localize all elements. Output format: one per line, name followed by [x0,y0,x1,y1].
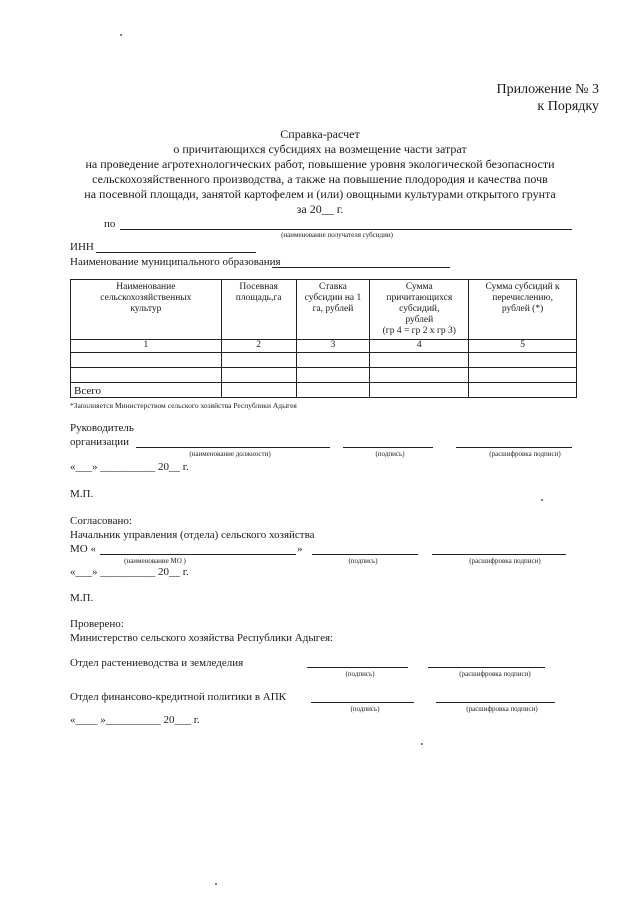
total-label: Всего [71,383,222,398]
recipient-field[interactable] [120,229,572,230]
appendix-title: Приложение № 3 [496,82,599,97]
caption-signature: (подпись) [345,670,375,678]
recipient-label: по [104,218,116,230]
scan-speck [541,499,543,501]
dept-crop-signature-field[interactable] [307,667,408,668]
subsidy-table [70,279,577,398]
table-footnote: *Заполняется Министерством сельского хозяйства Республики Адыгея [70,401,297,410]
ministry-label: Министерство сельского хозяйства Республики Адыгея: [70,632,334,644]
scan-speck [120,34,122,36]
caption-signature: (подпись) [350,705,380,713]
agreed-signature-field[interactable] [312,554,418,555]
agreed-chief-label: Начальник управления (отдела) сельского хозяйства [70,529,315,541]
agreed-decoding-field[interactable] [432,554,566,555]
header-due-sum: Сумма причитающихся субсидий, рублей (гр 4 = гр 2 х гр 3) [370,280,469,340]
stamp-label: М.П. [70,592,94,604]
agreed-date[interactable]: «___» __________ 20__ г. [70,566,189,578]
mo-open-label: МО « [70,543,96,555]
col-number: 2 [221,340,296,353]
checked-date[interactable]: «____ »__________ 20___ г. [70,714,200,726]
caption-decoding: (расшифровка подписи) [469,557,541,565]
doc-title: Справка-расчет [280,127,360,141]
head-label: Руководитель [70,422,134,434]
table-header-row [71,280,577,340]
head-date[interactable]: «___» __________ 20__ г. [70,461,189,473]
checked-label: Проверено: [70,618,124,630]
col-number: 5 [469,340,577,353]
header-rate: Ставка субсидии на 1 га, рублей [296,280,370,340]
header-area: Посевная площадь,га [221,280,296,340]
header-culture: Наименование сельскохозяйственных культур [71,280,222,340]
inn-field[interactable] [96,252,256,253]
stamp-label: М.П. [70,488,94,500]
doc-heading-period: за 20__ г. [296,202,344,216]
table-row[interactable] [71,368,577,383]
scan-speck [421,743,423,745]
caption-position: (наименование должности) [189,450,271,458]
col-number: 4 [370,340,469,353]
table-number-row [71,340,577,353]
caption-signature: (подпись) [348,557,378,565]
mo-name-field[interactable] [100,554,296,555]
mo-close-label: » [297,543,303,555]
dept-finance-decoding-field[interactable] [436,702,555,703]
caption-mo: (наименование МО ) [124,557,186,565]
organization-label: организации [70,436,130,448]
head-decoding-field[interactable] [456,447,572,448]
recipient-caption: (наименование получателя субсидии) [281,231,393,239]
inn-label: ИНН [70,241,94,253]
appendix-subtitle: к Порядку [537,99,599,114]
dept-crop-decoding-field[interactable] [428,667,545,668]
municipality-label: Наименование муниципального образования [70,256,281,268]
head-signature-field[interactable] [343,447,433,448]
dept-finance-signature-field[interactable] [311,702,414,703]
doc-heading-line2: о причитающихся субсидиях на возмещение части затрат [173,142,467,156]
dept-crop-label: Отдел растениеводства и земледелия [70,657,244,669]
col-number: 3 [296,340,370,353]
municipality-field[interactable] [272,267,450,268]
doc-heading-line5: на посевной площади, занятой картофелем и (или) овощными культурами открытого грунта [84,187,556,201]
col-number: 1 [71,340,222,353]
agreed-label: Согласовано: [70,515,132,527]
table-total-row[interactable] [71,383,577,398]
caption-signature: (подпись) [375,450,405,458]
caption-decoding: (расшифровка подписи) [466,705,538,713]
doc-heading-line4: сельскохозяйственного производства, а также на повышение плодородия и качества почв [92,172,548,186]
scan-speck [215,883,217,885]
header-transfer-sum: Сумма субсидий к перечислению, рублей (*) [469,280,577,340]
doc-heading-line3: на проведение агротехнологических работ, повышение уровня экологической безопасности [85,157,555,171]
caption-decoding: (расшифровка подписи) [459,670,531,678]
dept-finance-label: Отдел финансово-кредитной политики в АПК [70,691,287,703]
table-row[interactable] [71,353,577,368]
head-position-field[interactable] [136,447,330,448]
caption-decoding: (расшифровка подписи) [489,450,561,458]
